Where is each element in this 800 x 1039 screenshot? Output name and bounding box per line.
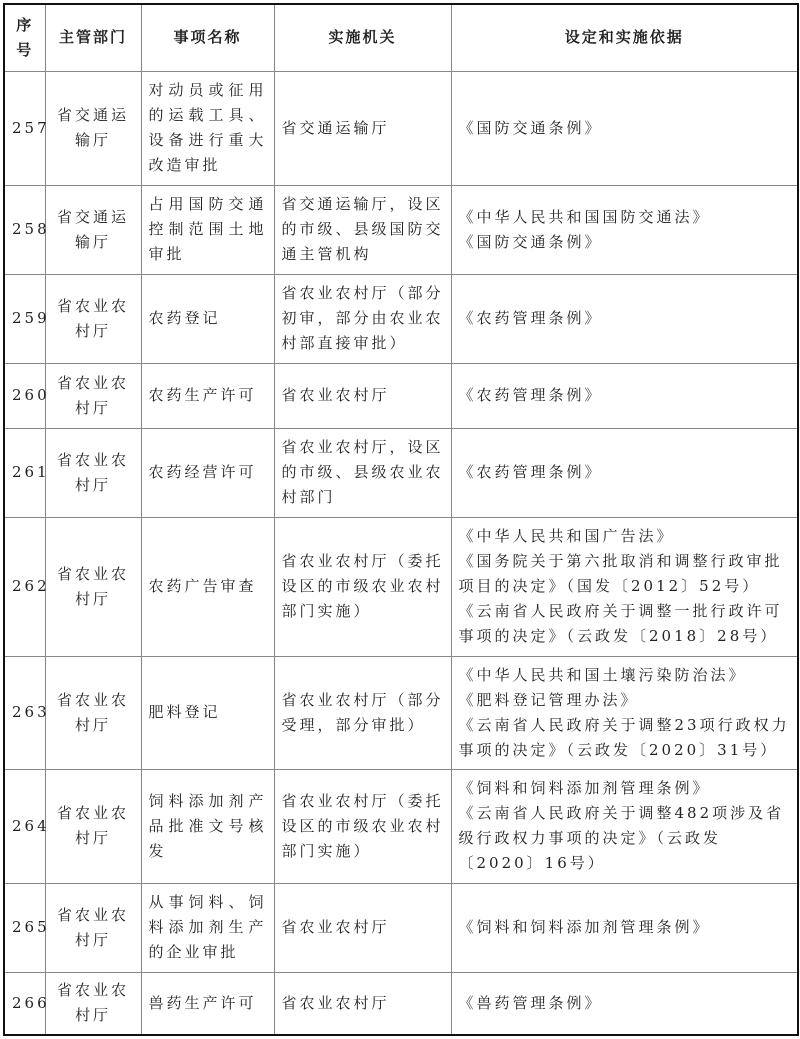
legal-basis-entry: 《农药管理条例》 (458, 463, 603, 481)
legal-basis-entry: 《国防交通条例》 (458, 118, 603, 137)
header-basis: 设定和实施依据 (451, 4, 798, 71)
row-number: 266 (4, 972, 45, 1035)
implementing-agency-cell: 省农业农村厅 (274, 972, 451, 1035)
legal-basis-cell (451, 769, 798, 883)
legal-basis-entry: 《云南省人民政府关于调整23项行政权力事项的决定》（云政发〔2020〕31号） (458, 715, 790, 759)
legal-basis-entry: 《云南省人民政府关于调整482项涉及省级行政权力事项的决定》（云政发〔2020〕16号） (458, 804, 785, 872)
department-cell: 省农业农村厅 (45, 274, 141, 363)
department-cell: 省农业农村厅 (45, 883, 141, 972)
header-org: 实施机关 (274, 4, 451, 71)
department-cell: 省交通运输厅 (45, 71, 141, 185)
item-name-cell: 从事饲料、饲料添加剂生产的企业审批 (141, 883, 274, 972)
item-name-cell: 占用国防交通控制范围土地审批 (141, 185, 274, 274)
header-no (4, 4, 45, 71)
table-row (4, 656, 798, 769)
legal-basis-entry: 《肥料登记管理办法》 (458, 690, 639, 709)
legal-basis-cell (451, 71, 798, 185)
table-row (4, 363, 798, 428)
implementing-agency-cell: 省农业农村厅 (274, 883, 451, 972)
department-cell: 省交通运输厅 (45, 185, 141, 274)
legal-basis-entry: 《饲料和饲料添加剂管理条例》 (458, 918, 711, 936)
legal-basis-entry: 《农药管理条例》 (458, 309, 603, 327)
implementing-agency-cell: 省农业农村厅（部分受理，部分审批） (274, 656, 451, 769)
item-name-cell: 农药经营许可 (141, 428, 274, 517)
table-row (4, 517, 798, 656)
implementing-agency-cell: 省农业农村厅（委托设区的市级农业农村部门实施） (274, 769, 451, 883)
legal-basis-entry: 《农药管理条例》 (458, 386, 603, 404)
row-number: 258 (4, 185, 45, 274)
header-no-line1: 序 (16, 15, 34, 34)
item-name-cell: 农药登记 (141, 274, 274, 363)
header-item: 事项名称 (141, 4, 274, 71)
implementing-agency-cell: 省交通运输厅 (274, 71, 451, 185)
implementing-agency-cell: 省交通运输厅，设区的市级、县级国防交通主管机构 (274, 185, 451, 274)
legal-basis-cell (451, 363, 798, 428)
row-number: 265 (4, 883, 45, 972)
header-row (4, 4, 798, 71)
legal-basis-entry: 《中华人民共和国广告法》 (458, 527, 675, 545)
department-cell: 省农业农村厅 (45, 428, 141, 517)
department-cell: 省农业农村厅 (45, 972, 141, 1035)
department-cell: 省农业农村厅 (45, 517, 141, 656)
row-number: 260 (4, 363, 45, 428)
legal-basis-entry: 《云南省人民政府关于调整一批行政许可事项的决定》（云政发〔2018〕28号） (458, 602, 783, 645)
table-row (4, 883, 798, 972)
legal-basis-cell (451, 274, 798, 363)
legal-basis-cell (451, 185, 798, 274)
legal-basis-entry: 《中华人民共和国国防交通法》 (458, 207, 711, 226)
table-row (4, 972, 798, 1035)
row-number: 257 (4, 71, 45, 185)
legal-basis-entry: 《国防交通条例》 (458, 232, 603, 251)
item-name-cell: 农药广告审查 (141, 517, 274, 656)
item-name-cell: 农药生产许可 (141, 363, 274, 428)
row-number: 261 (4, 428, 45, 517)
row-number: 262 (4, 517, 45, 656)
department-cell: 省农业农村厅 (45, 656, 141, 769)
row-number: 263 (4, 656, 45, 769)
table-row (4, 428, 798, 517)
legal-basis-entry: 《中华人民共和国土壤污染防治法》 (458, 665, 747, 684)
item-name-cell: 对动员或征用的运载工具、设备进行重大改造审批 (141, 71, 274, 185)
table-row (4, 769, 798, 883)
department-cell: 省农业农村厅 (45, 363, 141, 428)
legal-basis-entry: 《国务院关于第六批取消和调整行政审批项目的决定》（国发〔2012〕52号） (458, 552, 783, 595)
department-cell: 省农业农村厅 (45, 769, 141, 883)
implementing-agency-cell: 省农业农村厅，设区的市级、县级农业农村部门 (274, 428, 451, 517)
item-name-cell: 肥料登记 (141, 656, 274, 769)
implementing-agency-cell: 省农业农村厅（部分初审，部分由农业农村部直接审批） (274, 274, 451, 363)
implementing-agency-cell: 省农业农村厅 (274, 363, 451, 428)
item-name-cell: 兽药生产许可 (141, 972, 274, 1035)
table-row (4, 71, 798, 185)
table-row (4, 185, 798, 274)
row-number: 264 (4, 769, 45, 883)
item-name-cell: 饲料添加剂产品批准文号核发 (141, 769, 274, 883)
header-no-line2: 号 (16, 40, 34, 59)
legal-basis-entry: 《饲料和饲料添加剂管理条例》 (458, 779, 711, 797)
implementing-agency-cell: 省农业农村厅（委托设区的市级农业农村部门实施） (274, 517, 451, 656)
legal-basis-cell (451, 656, 798, 769)
legal-basis-cell (451, 428, 798, 517)
legal-basis-entry: 《兽药管理条例》 (458, 993, 603, 1012)
legal-basis-cell (451, 517, 798, 656)
legal-basis-cell (451, 972, 798, 1035)
legal-basis-cell (451, 883, 798, 972)
approval-items-table (3, 3, 799, 1036)
row-number: 259 (4, 274, 45, 363)
table-row (4, 274, 798, 363)
header-dept: 主管部门 (45, 4, 141, 71)
